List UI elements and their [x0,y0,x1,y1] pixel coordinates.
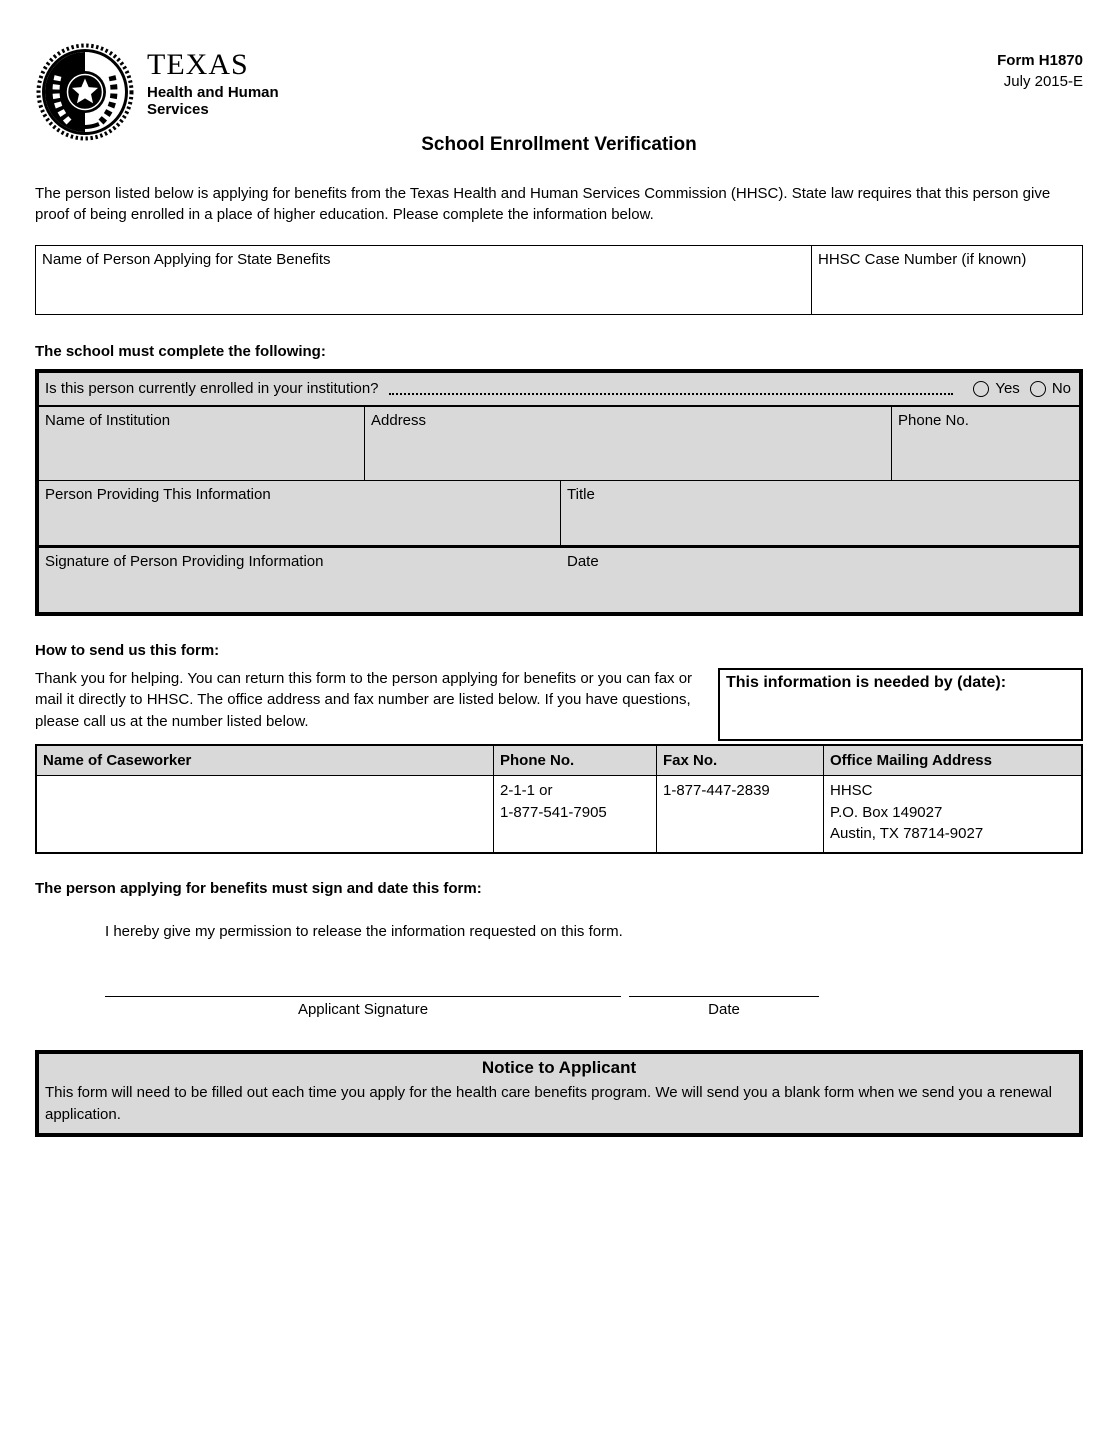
applicant-signature-label: Applicant Signature [297,1001,429,1019]
provider-name-field[interactable] [39,481,561,545]
caseworker-name-header: Name of Caseworker [37,746,494,775]
school-section-heading: The school must complete the following: [35,342,326,360]
texas-hhs-seal-icon [35,42,135,148]
yes-label: Yes [995,380,1020,398]
fax-value: 1-877-447-2839 [657,776,824,852]
applicant-date-line[interactable] [629,996,819,997]
form-header [35,0,1083,119]
provider-title-label: Title [567,485,595,503]
permission-statement: I hereby give my permission to release the information requested on this form. [105,922,623,940]
caseworker-data-row [37,776,1081,852]
provider-signature-label: Signature of Person Providing Information [45,552,324,570]
case-number-label: HHSC Case Number (if known) [818,250,1027,268]
phone-value: 2-1-1 or 1-877-541-7905 [494,776,657,852]
applicant-name-label: Name of Person Applying for State Benefits [42,250,331,268]
send-section-row [35,668,1083,741]
agency-name [147,42,279,119]
case-number-field[interactable] [812,246,1082,314]
form-date: July 2015-E [1003,73,1083,91]
enrolled-question-row [39,373,1079,407]
yes-radio[interactable] [973,381,989,397]
institution-address-label: Address [371,411,427,429]
page-title: School Enrollment Verification [421,134,697,155]
provider-date-field[interactable] [561,548,1079,612]
yes-option[interactable] [973,378,1019,399]
provider-title-field[interactable] [561,481,1079,545]
notice-title: Notice to Applicant [481,1058,637,1078]
agency-brand [35,42,279,148]
intro-paragraph: The person listed below is applying for benefits from the Texas Health and Human Services Commission (HHSC). State law requires that this person give proof of being enrolled in a place of higher education. Please complete the information below. [35,184,1051,224]
signature-gap [621,996,629,1020]
signature-area [105,996,1083,1020]
form-number: Form H1870 [997,52,1083,69]
institution-phone-label: Phone No. [898,411,969,429]
provider-signature-field[interactable] [39,548,561,612]
brand-texas: TEXAS [147,48,249,81]
caseworker-header-row [37,746,1081,776]
applicant-date-label: Date [708,1001,740,1019]
provider-signature-row [39,548,1079,612]
fax-header: Fax No. [657,746,824,775]
needed-by-date-label: This information is needed by (date): [726,674,1007,692]
institution-row [39,407,1079,481]
caseworker-table [35,744,1083,854]
provider-row [39,481,1079,548]
sign-section-heading: The person applying for benefits must sign and date this form: [35,880,482,898]
enrolled-question-label: Is this person currently enrolled in your institution? [45,380,379,398]
applicant-name-field[interactable] [36,246,812,314]
no-label: No [1051,380,1071,398]
no-radio[interactable] [1030,381,1046,397]
needed-by-date-field[interactable] [718,668,1083,741]
provider-date-label: Date [567,552,599,570]
mailing-address-header: Office Mailing Address [830,752,992,770]
send-section-heading: How to send us this form: [35,641,220,659]
school-table [35,369,1083,616]
applicant-table [35,245,1083,315]
notice-body: This form will need to be filled out each time you apply for the health care benefits program. We will send you a blank form when we send you a renewal application. [45,1084,1052,1123]
applicant-signature-line[interactable] [105,996,621,997]
notice-box [35,1050,1083,1137]
send-instructions: Thank you for helping. You can return this form to the person applying for benefits or you can fax or mail it directly to HHSC. The office address and fax number are listed below. If you have questions, please call us at the number listed below. [35,670,693,730]
no-option[interactable] [1030,378,1071,399]
provider-name-label: Person Providing This Information [45,485,271,503]
caseworker-name-field[interactable] [37,776,494,852]
brand-subtitle: Health and Human Services [147,84,279,119]
institution-address-field[interactable] [365,407,892,480]
applicant-date-block [629,996,819,1020]
mailing-address-value: HHSC P.O. Box 149027 Austin, TX 78714-9027 [830,782,984,843]
institution-phone-field[interactable] [892,407,1079,480]
institution-name-label: Name of Institution [45,411,171,429]
institution-name-field[interactable] [39,407,365,480]
form-meta [997,42,1083,93]
phone-header: Phone No. [494,746,657,775]
applicant-signature-block [105,996,621,1020]
dotted-leader [389,382,954,395]
